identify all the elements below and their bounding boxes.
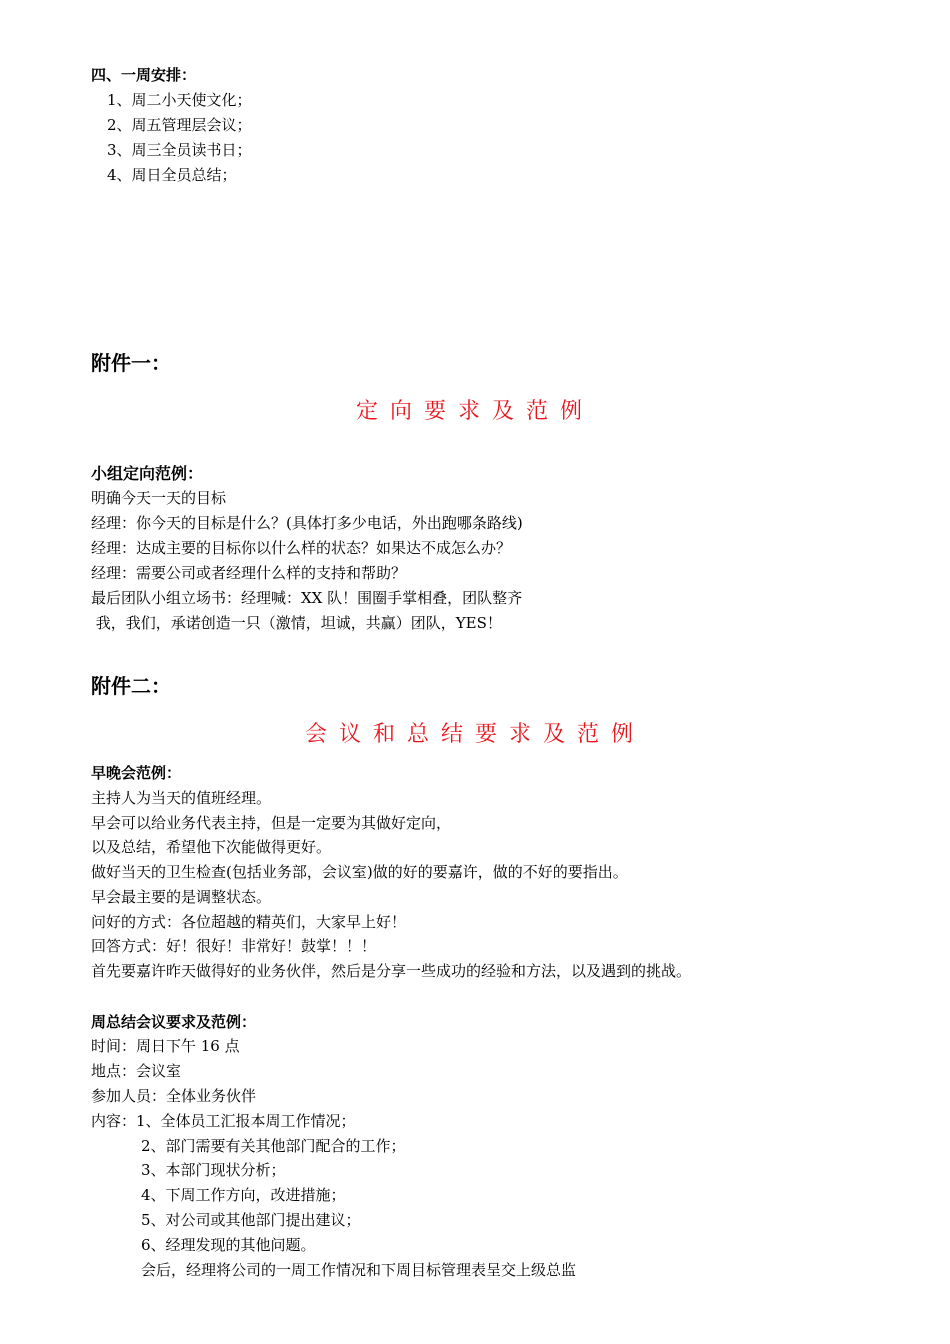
section4-item-1: 1、周二小天使文化； [107,91,252,109]
annex1-line-4: 经理：需要公司或者经理什么样的支持和帮助？ [91,564,407,582]
section4-item-4: 4、周日全员总结； [107,166,237,184]
section4-item-2: 2、周五管理层会议； [107,116,252,134]
morning-line-3: 以及总结，希望他下次能做得更好。 [91,838,332,856]
weekly-meeting-heading: 周总结会议要求及范例： [91,1013,257,1031]
weekly-content-item-6: 6、经理发现的其他问题。 [141,1236,316,1254]
annex1-line-5: 最后团队小组立场书：经理喊：XX 队！围圈手掌相叠，团队整齐 [91,589,523,607]
morning-line-4: 做好当天的卫生检查(包括业务部，会议室)做的好的要嘉许，做的不好的要指出。 [91,863,628,881]
weekly-attendees: 参加人员：全体业务伙伴 [91,1087,257,1105]
annex1-subheading: 小组定向范例： [91,464,204,483]
morning-line-8: 首先要嘉许昨天做得好的业务伙伴，然后是分享一些成功的经验和方法，以及遇到的挑战。 [91,962,692,980]
weekly-content-item-1: 内容：1、全体员工汇报本周工作情况； [91,1112,356,1130]
morning-line-7: 回答方式：好！很好！非常好！鼓掌！！！ [91,937,377,955]
weekly-time: 时间：周日下午 16 点 [91,1037,240,1055]
annex1-line-1: 明确今天一天的目标 [91,489,227,507]
weekly-closing-note: 会后，经理将公司的一周工作情况和下周目标管理表呈交上级总监 [141,1261,577,1279]
morning-line-2: 早会可以给业务代表主持，但是一定要为其做好定向， [91,814,452,832]
weekly-content-item-5: 5、对公司或其他部门提出建议； [141,1211,361,1229]
annex1-line-6: 我，我们，承诺创造一只（激情，坦诚，共赢）团队，YES！ [91,614,502,632]
weekly-content-item-3: 3、本部门现状分析； [141,1161,286,1179]
section4-heading: 四、一周安排： [91,66,197,84]
annex2-title: 会议和总结要求及范例 [304,722,645,747]
annex1-line-2: 经理：你今天的目标是什么？(具体打多少电话，外出跑哪条路线) [91,514,523,532]
weekly-content-item-4: 4、下周工作方向，改进措施； [141,1186,346,1204]
weekly-place: 地点：会议室 [91,1062,182,1080]
weekly-content-item-2: 2、部门需要有关其他部门配合的工作； [141,1137,406,1155]
morning-line-5: 早会最主要的是调整状态。 [91,888,272,906]
annex1-label: 附件一： [91,351,171,375]
morning-line-6: 问好的方式：各位超越的精英们，大家早上好！ [91,913,407,931]
morning-line-1: 主持人为当天的值班经理。 [91,789,272,807]
annex2-label: 附件二： [91,674,171,698]
section4-item-3: 3、周三全员读书日； [107,141,252,159]
annex1-line-3: 经理：达成主要的目标你以什么样的状态？如果达不成怎么办？ [91,539,512,557]
morning-meeting-heading: 早晚会范例： [91,764,182,782]
annex1-title: 定向要求及范例 [355,399,594,424]
